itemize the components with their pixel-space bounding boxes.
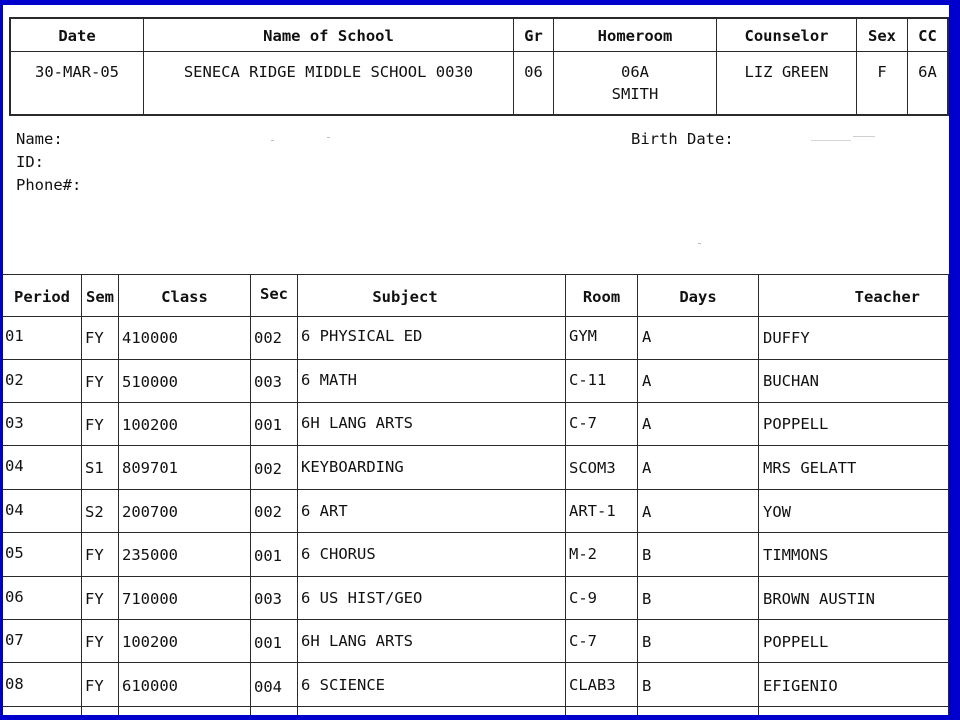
cell-class: 809701 xyxy=(122,459,178,477)
cell-period: 02 xyxy=(5,371,24,389)
header-date-value: 30-MAR-05 xyxy=(35,63,119,81)
cell-sem: FY xyxy=(85,416,104,434)
cell-days: B xyxy=(642,590,652,608)
cell-subject: 6 CHORUS xyxy=(301,545,376,563)
cell-room: GYM xyxy=(569,327,597,345)
cell-period: 07 xyxy=(5,631,24,649)
header-col-homeroom: Homeroom xyxy=(597,27,673,45)
cell-sec: 002 xyxy=(254,460,282,478)
cell-teacher: YOW xyxy=(763,503,791,521)
cell-sec: 002 xyxy=(254,329,282,347)
cell-days: A xyxy=(642,372,652,390)
cell-sem: S2 xyxy=(85,503,104,521)
header-col-date: Date xyxy=(58,27,96,45)
header-counselor-value: LIZ GREEN xyxy=(744,63,829,81)
student-id-label: ID: xyxy=(16,153,44,171)
col-teacher: Teacher xyxy=(854,288,920,306)
cell-sec: 001 xyxy=(254,416,282,434)
student-name-label: Name: xyxy=(16,130,63,148)
cell-sec: 002 xyxy=(254,503,282,521)
student-birthdate-label: Birth Date: xyxy=(631,130,734,148)
cell-teacher: BROWN AUSTIN xyxy=(763,590,875,608)
header-col-counselor: Counselor xyxy=(744,27,829,45)
cell-class: 410000 xyxy=(122,329,178,347)
cell-subject: 6 PHYSICAL ED xyxy=(301,327,423,345)
cell-class: 200700 xyxy=(122,503,178,521)
header-homeroom-value: 06A xyxy=(621,63,649,81)
col-room: Room xyxy=(582,288,621,306)
cell-period: 01 xyxy=(5,327,24,345)
cell-sem: FY xyxy=(85,546,104,564)
cell-sem: FY xyxy=(85,590,104,608)
cell-sec: 003 xyxy=(254,590,282,608)
cell-class: 100200 xyxy=(122,633,178,651)
cell-teacher: DUFFY xyxy=(763,329,810,347)
cell-room: M-2 xyxy=(569,545,597,563)
cell-teacher: TIMMONS xyxy=(763,546,829,564)
cell-sem: FY xyxy=(85,633,104,651)
cell-sec: 001 xyxy=(254,547,282,565)
cell-sec: 004 xyxy=(254,678,282,696)
header-school-value: SENECA RIDGE MIDDLE SCHOOL 0030 xyxy=(183,63,474,81)
cell-class: 610000 xyxy=(122,677,178,695)
header-col-school: Name of School xyxy=(263,27,394,45)
cell-days: A xyxy=(642,503,652,521)
col-period: Period xyxy=(14,288,70,306)
cell-sem: FY xyxy=(85,373,104,391)
cell-room: ART-1 xyxy=(569,502,616,520)
cell-subject: 6H LANG ARTS xyxy=(301,414,413,432)
cell-period: 04 xyxy=(5,457,24,475)
cell-teacher: POPPELL xyxy=(763,633,829,651)
cell-period: 04 xyxy=(5,501,24,519)
cell-subject: 6 ART xyxy=(301,502,348,520)
cell-room: C-11 xyxy=(569,371,607,389)
cell-teacher: POPPELL xyxy=(763,415,829,433)
col-class: Class xyxy=(161,288,208,306)
cell-sem: FY xyxy=(85,329,104,347)
header-grade-value: 06 xyxy=(524,63,543,81)
header-sex-value: F xyxy=(877,63,887,81)
cell-sec: 003 xyxy=(254,373,282,391)
col-sem: Sem xyxy=(86,288,114,306)
cell-room: C-7 xyxy=(569,414,597,432)
header-col-cc: CC xyxy=(918,27,937,45)
header-col-sex: Sex xyxy=(868,27,896,45)
cell-days: A xyxy=(642,415,652,433)
cell-days: A xyxy=(642,328,652,346)
cell-room: C-7 xyxy=(569,632,597,650)
cell-class: 510000 xyxy=(122,373,178,391)
cell-teacher: BUCHAN xyxy=(763,372,819,390)
col-sec: Sec xyxy=(260,285,288,303)
cell-class: 235000 xyxy=(122,546,178,564)
cell-sec: 001 xyxy=(254,634,282,652)
schedule-document xyxy=(3,5,949,715)
cell-subject: KEYBOARDING xyxy=(301,458,404,476)
cell-room: CLAB3 xyxy=(569,676,616,694)
cell-class: 710000 xyxy=(122,590,178,608)
cell-period: 06 xyxy=(5,588,24,606)
cell-days: B xyxy=(642,633,652,651)
cell-period: 03 xyxy=(5,414,24,432)
cell-subject: 6 SCIENCE xyxy=(301,676,385,694)
cell-days: B xyxy=(642,546,652,564)
cell-days: A xyxy=(642,459,652,477)
cell-period: 05 xyxy=(5,544,24,562)
cell-room: C-9 xyxy=(569,589,597,607)
cell-room: SCOM3 xyxy=(569,459,616,477)
col-subject: Subject xyxy=(372,288,438,306)
header-col-grade: Gr xyxy=(524,27,543,45)
cell-period: 08 xyxy=(5,675,24,693)
cell-teacher: MRS GELATT xyxy=(763,459,857,477)
header-cc-value: 6A xyxy=(918,63,937,81)
student-phone-label: Phone#: xyxy=(16,176,82,194)
cell-subject: 6 US HIST/GEO xyxy=(301,589,423,607)
cell-days: B xyxy=(642,677,652,695)
cell-teacher: EFIGENIO xyxy=(763,677,838,695)
cell-sem: FY xyxy=(85,677,104,695)
header-homeroom-teacher: SMITH xyxy=(611,85,659,103)
col-days: Days xyxy=(679,288,717,306)
cell-subject: 6 MATH xyxy=(301,371,357,389)
cell-subject: 6H LANG ARTS xyxy=(301,632,413,650)
cell-sem: S1 xyxy=(85,459,104,477)
cell-class: 100200 xyxy=(122,416,178,434)
